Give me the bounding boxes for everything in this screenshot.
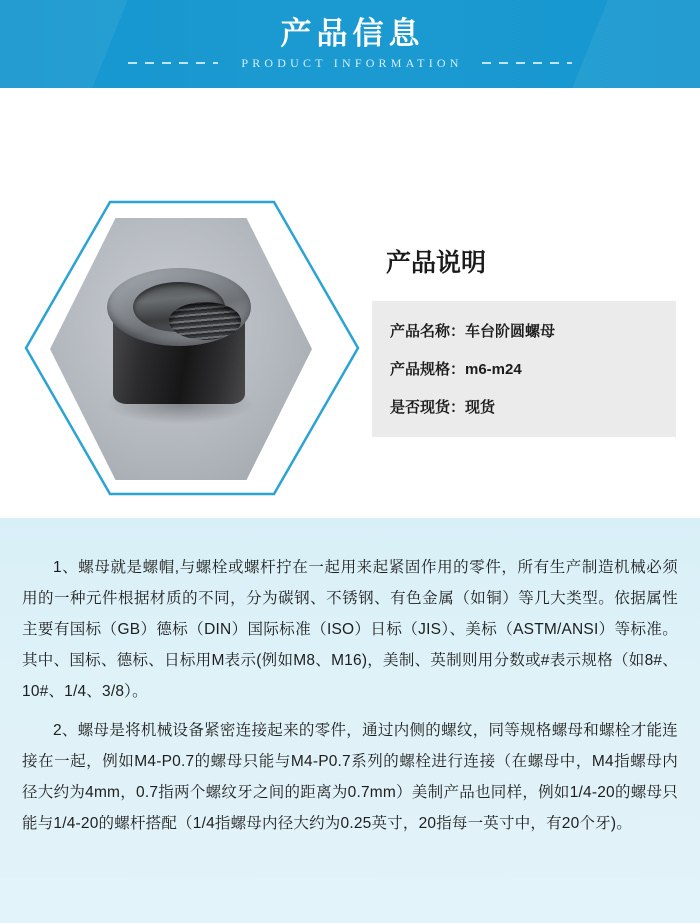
hexagon-frame-icon	[22, 198, 362, 498]
banner-subtitle: PRODUCT INFORMATION	[241, 55, 463, 70]
description-paragraph-2: 2、螺母是将机械设备紧密连接起来的零件，通过内侧的螺纹，同等规格螺母和螺栓才能连接在一起，例如M4-P0.7的螺母只能与M4-P0.7系列的螺栓进行连接（在螺母中，M4指螺母内径大约为4mm，0.7指两个螺纹牙之间的距离为0.7mm）美制产品也同样，例如1/4-20的螺母只能与1/4-20的螺杆搭配（1/4指螺母内径大约为0.25英寸，20指每一英寸中，有20个牙)。	[22, 722, 678, 832]
banner-title: 产品信息	[280, 16, 425, 52]
product-image-hexagon	[22, 198, 362, 498]
spec-row-stock: 是否现货：现货	[390, 399, 496, 416]
spec-row-name: 产品名称：车台阶圆螺母	[390, 323, 556, 340]
spec-row-size: 产品规格：m6-m24	[390, 361, 522, 378]
product-spec-card	[372, 301, 676, 437]
page-banner	[0, 0, 700, 88]
product-section	[0, 88, 700, 518]
product-info-block	[372, 243, 678, 437]
section-title: 产品说明	[386, 249, 487, 277]
description-paragraph-1: 1、螺母就是螺帽,与螺栓或螺杆拧在一起用来起紧固作用的零件，所有生产制造机械必须用的一种元件根据材质的不同，分为碳钢、不锈钢、有色金属（如铜）等几大类型。依据属性主要有国标（GB）德标（DIN）国际标准（ISO）日标（JIS）、美标（ASTM/ANSI）等标准。其中、国标、德标、日标用M表示(例如M8、M16)，美制、英制则用分数或#表示规格（如8#、10#、1/4、3/8）。	[22, 559, 678, 700]
description-section	[0, 518, 700, 923]
